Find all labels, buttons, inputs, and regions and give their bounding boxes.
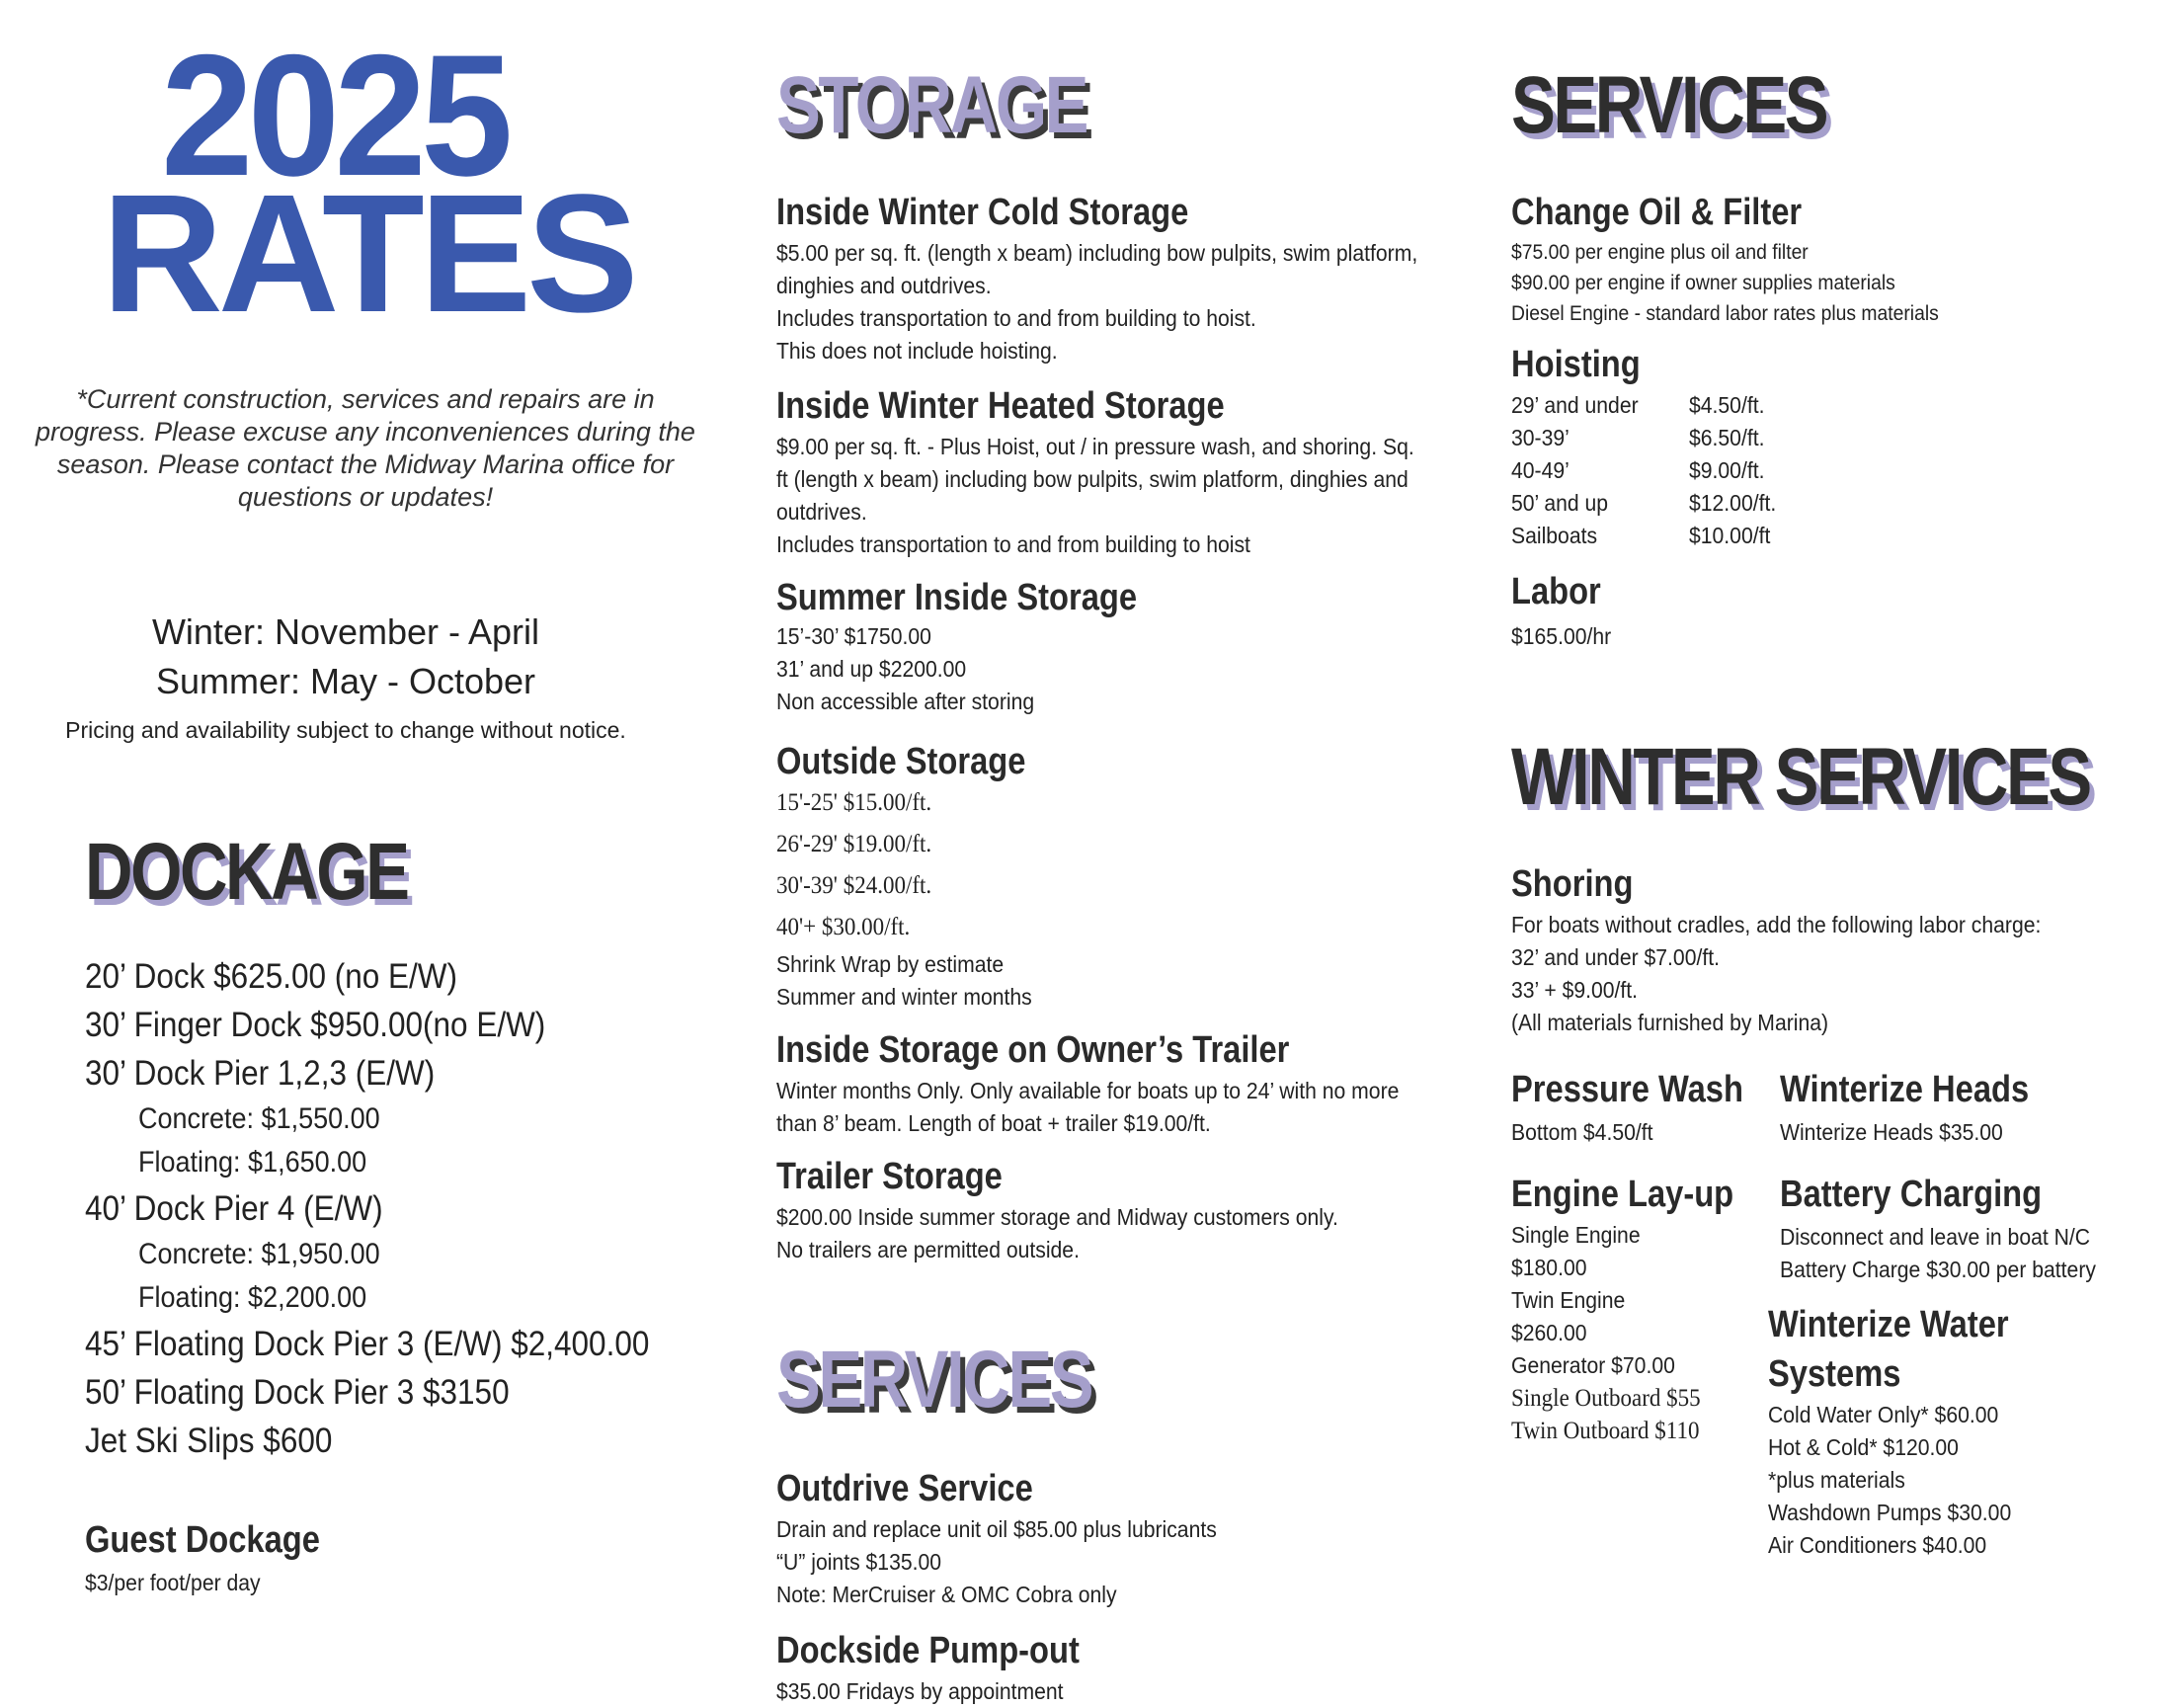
heated-storage-line: ft (length x beam) including bow pulpits, swim platform, dinghies and — [776, 466, 1408, 492]
outdrive-service — [776, 1470, 1488, 1611]
pricing-note: Pricing and availability subject to change without notice. — [65, 717, 626, 743]
owner-trailer-storage — [776, 1031, 1488, 1140]
pressure-wash-line: Bottom $4.50/ft — [1511, 1119, 1653, 1145]
battery-charging-title: Battery Charging — [1780, 1174, 2043, 1215]
winterize-water-line: Cold Water Only* $60.00 — [1768, 1402, 1999, 1427]
hoisting-price: $12.00/ft. — [1689, 490, 1777, 516]
dock-40-concrete: Concrete: $1,950.00 — [138, 1238, 380, 1270]
hoisting-size: 50’ and up — [1511, 490, 1609, 516]
cold-storage-title: Inside Winter Cold Storage — [776, 192, 1189, 233]
hoisting-price: $6.50/ft. — [1689, 425, 1765, 450]
construction-notice: *Current construction, services and repairs are in progress. Please excuse any inconveniences during the season. Please contact the Midway Marina office for questions or updates! — [36, 384, 695, 512]
engine-layup-line: Generator $70.00 — [1511, 1352, 1675, 1378]
dock-40-floating: Floating: $2,200.00 — [138, 1281, 367, 1314]
engine-layup-line: Single Engine — [1511, 1222, 1641, 1248]
outside-storage-rate: 26'-29' $19.00/ft. — [776, 831, 932, 857]
hoisting — [1511, 346, 2143, 552]
hoisting-row — [1511, 389, 2143, 422]
dock-20: 20’ Dock $625.00 (no E/W) — [85, 957, 458, 996]
summer-season: Summer: May - October — [155, 661, 536, 701]
outdrive-line: Drain and replace unit oil $85.00 plus lubricants — [776, 1516, 1217, 1542]
summer-storage — [776, 579, 1488, 718]
engine-layup-outboard: Twin Outboard $110 — [1511, 1418, 1700, 1444]
pressure-wash-title: Pressure Wash — [1511, 1069, 1743, 1110]
summer-storage-title: Summer Inside Storage — [776, 577, 1138, 618]
engine-layup-title: Engine Lay-up — [1511, 1174, 1734, 1215]
hoisting-title: Hoisting — [1511, 344, 1641, 385]
battery-line: Disconnect and leave in boat N/C — [1780, 1224, 2091, 1250]
dock-50-floating: 50’ Floating Dock Pier 3 $3150 — [85, 1373, 510, 1412]
winterize-water-line: Hot & Cold* $120.00 — [1768, 1434, 1959, 1460]
outside-storage-title: Outside Storage — [776, 741, 1026, 782]
hoisting-size: 40-49’ — [1511, 457, 1569, 483]
engine-layup-outboard: Single Outboard $55 — [1511, 1385, 1701, 1412]
heated-storage — [776, 387, 1488, 561]
dock-30-pier123: 30’ Dock Pier 1,2,3 (E/W) — [85, 1054, 436, 1093]
winter-services-title: WINTER SERVICES — [1511, 732, 2090, 822]
shoring-line: (All materials furnished by Marina) — [1511, 1010, 1829, 1035]
dockage-title: DOCKAGE — [85, 827, 408, 917]
heated-storage-title: Inside Winter Heated Storage — [776, 385, 1225, 427]
heated-storage-line: $9.00 per sq. ft. - Plus Hoist, out / in pressure wash, and shoring. Sq. — [776, 434, 1414, 459]
shoring-line: 32’ and under $7.00/ft. — [1511, 944, 1720, 970]
oil-change — [1511, 194, 2143, 329]
winter-season: Winter: November - April — [151, 611, 540, 652]
heated-storage-line: Includes transportation to and from building to hoist — [776, 531, 1250, 557]
guest-dockage-rate: $3/per foot/per day — [85, 1570, 261, 1595]
winterize-water-line: Washdown Pumps $30.00 — [1768, 1500, 2012, 1525]
winterize-water-title-2: Systems — [1768, 1353, 1901, 1395]
cold-storage-line: dinghies and outdrives. — [776, 273, 992, 298]
guest-dockage — [85, 1521, 359, 1599]
trailer-storage — [776, 1158, 1488, 1266]
storage-title: STORAGE — [776, 60, 1087, 150]
cold-storage-line: This does not include hoisting. — [776, 338, 1058, 364]
guest-dockage-title: Guest Dockage — [85, 1519, 320, 1561]
cold-storage-line: $5.00 per sq. ft. (length x beam) including bow pulpits, swim platform, — [776, 240, 1418, 266]
winterize-water — [1768, 1306, 2153, 1562]
oil-change-line: Diesel Engine - standard labor rates plus materials — [1511, 302, 1939, 325]
battery-line: Battery Charge $30.00 per battery — [1780, 1257, 2096, 1282]
engine-layup-line: Twin Engine — [1511, 1287, 1626, 1313]
outside-storage-rate: 30'-39' $24.00/ft. — [776, 872, 932, 899]
winterize-heads-title: Winterize Heads — [1780, 1069, 2030, 1110]
outside-storage-rate: 15'-25' $15.00/ft. — [776, 789, 932, 816]
services-right-title: SERVICES — [1511, 60, 1827, 150]
hoisting-price: $9.00/ft. — [1689, 457, 1765, 483]
shoring-line: 33’ + $9.00/ft. — [1511, 977, 1639, 1003]
dock-30-concrete: Concrete: $1,550.00 — [138, 1102, 380, 1135]
oil-change-line: $90.00 per engine if owner supplies materials — [1511, 272, 1895, 294]
winterize-water-line: *plus materials — [1768, 1467, 1905, 1493]
labor — [1511, 573, 2143, 653]
hero-rates: RATES — [102, 160, 634, 348]
heated-storage-line: outdrives. — [776, 499, 867, 525]
pump-out-title: Dockside Pump-out — [776, 1630, 1080, 1671]
labor-rate: $165.00/hr — [1511, 623, 1612, 649]
summer-storage-line: Non accessible after storing — [776, 689, 1035, 714]
trailer-storage-title: Trailer Storage — [776, 1156, 1003, 1197]
hero-year: 2025 — [161, 20, 508, 212]
winterize-water-line: Air Conditioners $40.00 — [1768, 1532, 1987, 1558]
outside-storage — [776, 743, 1488, 1014]
hoisting-row — [1511, 487, 2143, 520]
winterize-water-title: Winterize Water — [1768, 1304, 2009, 1345]
hoisting-price: $10.00/ft — [1689, 523, 1771, 548]
hoisting-size: Sailboats — [1511, 523, 1598, 548]
shoring-line: For boats without cradles, add the following labor charge: — [1511, 912, 2042, 937]
hoisting-row — [1511, 520, 2143, 552]
hoisting-row — [1511, 422, 2143, 454]
owner-trailer-title: Inside Storage on Owner’s Trailer — [776, 1029, 1290, 1071]
outdrive-line: Note: MerCruiser & OMC Cobra only — [776, 1582, 1117, 1607]
summer-storage-line: 15’-30’ $1750.00 — [776, 623, 931, 649]
hoisting-price: $4.50/ft. — [1689, 392, 1765, 418]
cold-storage-line: Includes transportation to and from building to hoist. — [776, 305, 1256, 331]
hoisting-size: 29’ and under — [1511, 392, 1639, 418]
trailer-storage-line: No trailers are permitted outside. — [776, 1237, 1080, 1262]
services-mid-title: SERVICES — [776, 1335, 1092, 1424]
outdrive-title: Outdrive Service — [776, 1468, 1033, 1509]
oil-change-title: Change Oil & Filter — [1511, 192, 1803, 233]
winterize-heads-line: Winterize Heads $35.00 — [1780, 1119, 2003, 1145]
outside-storage-line: Shrink Wrap by estimate — [776, 951, 1005, 977]
outside-storage-line: Summer and winter months — [776, 984, 1032, 1010]
summer-storage-line: 31’ and up $2200.00 — [776, 656, 967, 682]
engine-layup-line: $180.00 — [1511, 1255, 1587, 1280]
dockage-list — [85, 952, 717, 1465]
dock-40-pier4: 40’ Dock Pier 4 (E/W) — [85, 1189, 383, 1228]
shoring-title: Shoring — [1511, 863, 1634, 905]
dock-30-finger: 30’ Finger Dock $950.00(no E/W) — [85, 1006, 546, 1044]
outdrive-line: “U” joints $135.00 — [776, 1549, 942, 1575]
owner-trailer-line: than 8’ beam. Length of boat + trailer $19.00/ft. — [776, 1110, 1211, 1136]
trailer-storage-line: $200.00 Inside summer storage and Midway customers only. — [776, 1204, 1338, 1230]
dock-30-floating: Floating: $1,650.00 — [138, 1146, 367, 1179]
jet-ski-slips: Jet Ski Slips $600 — [85, 1422, 333, 1460]
cold-storage — [776, 194, 1488, 367]
engine-layup-line: $260.00 — [1511, 1320, 1587, 1345]
labor-title: Labor — [1511, 571, 1601, 612]
battery-charging — [1780, 1176, 2155, 1286]
engine-layup — [1511, 1176, 1768, 1447]
shoring — [1511, 865, 2143, 1039]
hoisting-row — [1511, 454, 2143, 487]
pump-out-line: $35.00 Fridays by appointment — [776, 1678, 1064, 1704]
winterize-heads — [1780, 1071, 2155, 1149]
owner-trailer-line: Winter months Only. Only available for boats up to 24’ with no more — [776, 1078, 1400, 1103]
dock-45-floating: 45’ Floating Dock Pier 3 (E/W) $2,400.00 — [85, 1325, 650, 1363]
oil-change-line: $75.00 per engine plus oil and filter — [1511, 241, 1809, 264]
outside-storage-rate: 40'+ $30.00/ft. — [776, 914, 911, 940]
hoisting-size: 30-39’ — [1511, 425, 1569, 450]
pump-out — [776, 1632, 1488, 1708]
pressure-wash — [1511, 1071, 1768, 1149]
